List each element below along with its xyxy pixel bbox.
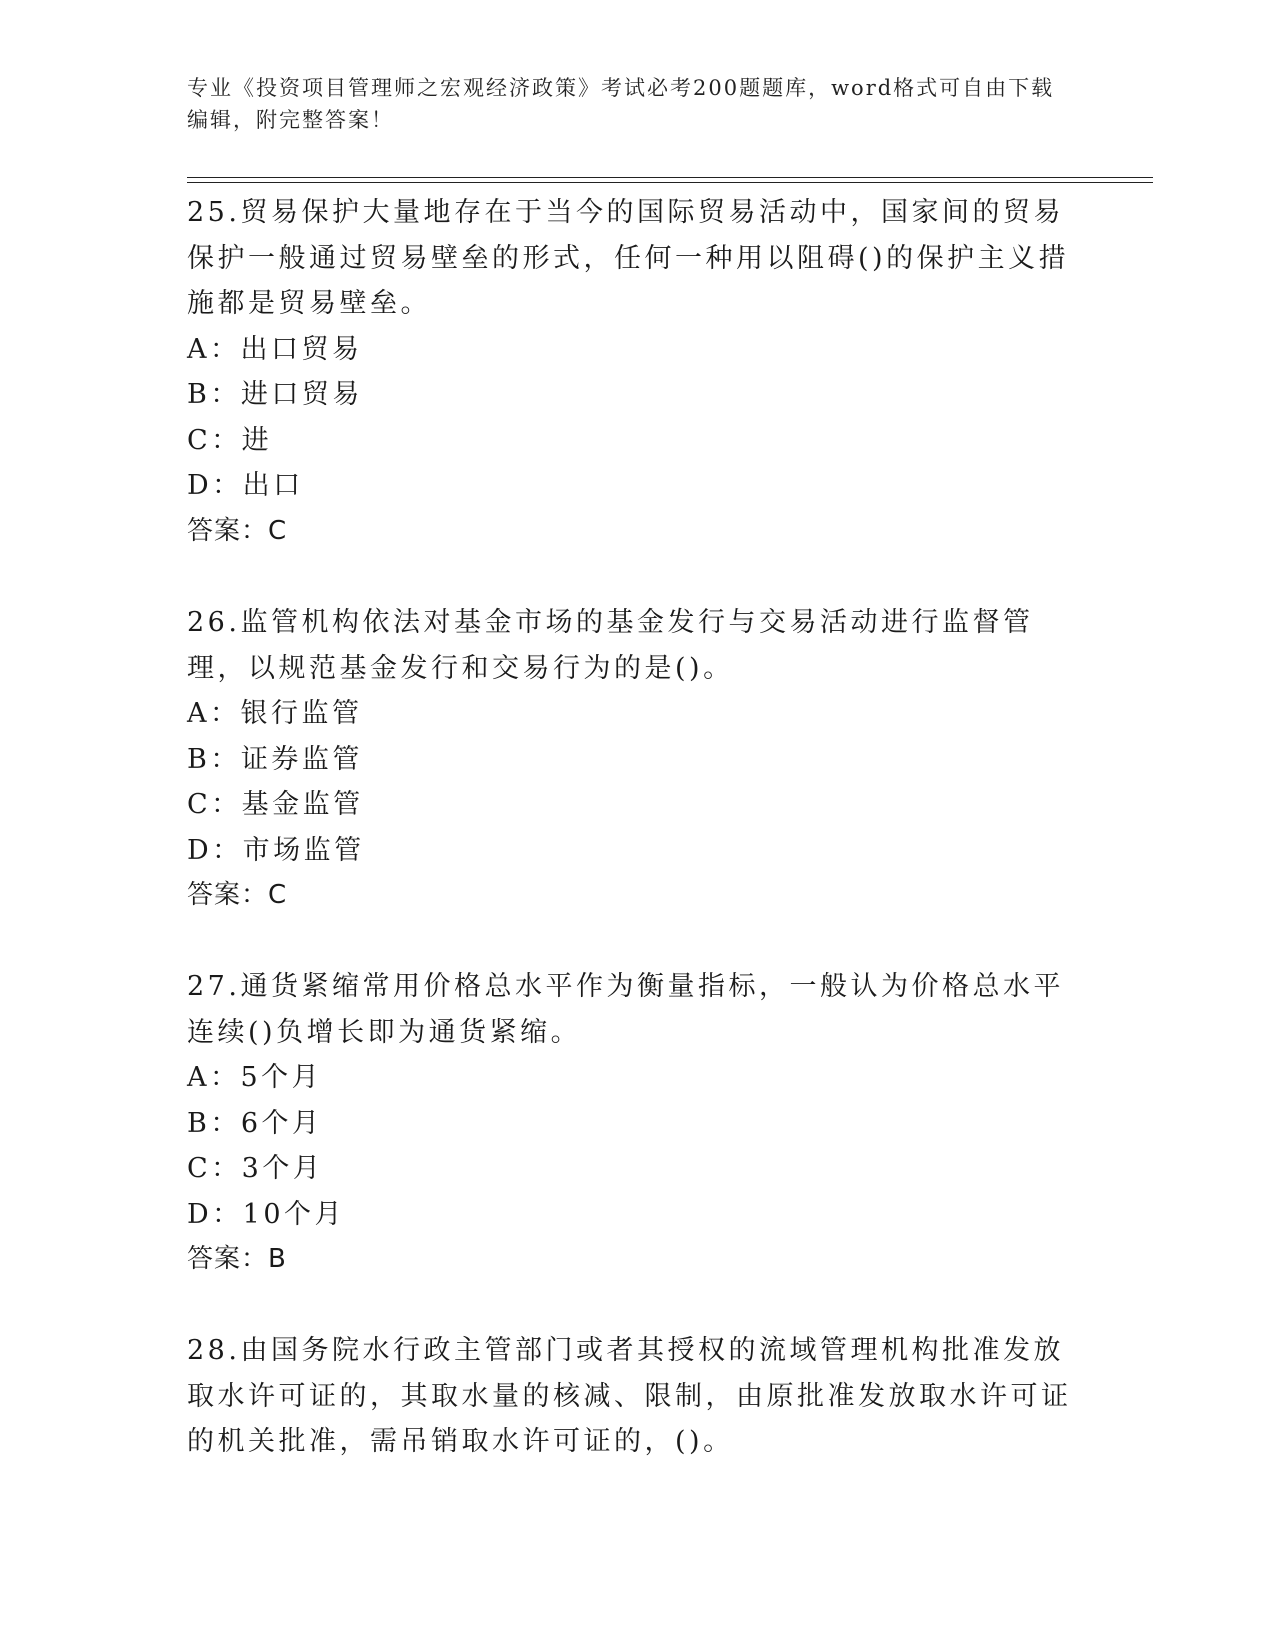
option-a: A：银行监管	[187, 698, 363, 729]
question-stem: 28.由国务院水行政主管部门或者其授权的流域管理机构批准发放取水许可证的，其取水量的核减、限制，由原批准发放取水许可证的机关批准，需吊销取水许可证的，()。	[187, 1335, 1072, 1457]
question-stem: 26.监管机构依法对基金市场的基金发行与交易活动进行监督管理，以规范基金发行和交易行为的是()。	[187, 607, 1034, 684]
question-stem: 27.通货紧缩常用价格总水平作为衡量指标，一般认为价格总水平连续()负增长即为通货紧缩。	[187, 971, 1064, 1048]
option-a: A：出口贸易	[187, 333, 363, 365]
option-d: D：市场监管	[187, 834, 365, 866]
answer-line: 答案：B	[187, 1244, 287, 1274]
option-b: B：6个月	[187, 1107, 323, 1139]
question-26	[187, 600, 1087, 919]
option-a: A：5个月	[187, 1062, 323, 1093]
option-d: D：出口	[187, 470, 304, 501]
document-header	[187, 72, 1067, 136]
question-25	[187, 190, 1087, 554]
option-d: D：10个月	[187, 1198, 346, 1230]
answer-line: 答案：C	[187, 880, 288, 910]
header-divider-top	[187, 177, 1153, 178]
option-c: C：基金监管	[187, 789, 364, 820]
option-c: C：3个月	[187, 1153, 324, 1184]
option-b: B：证券监管	[187, 743, 363, 775]
question-27	[187, 964, 1087, 1283]
option-c: C：进	[187, 424, 273, 456]
question-28	[187, 1328, 1087, 1465]
option-b: B：进口贸易	[187, 379, 363, 410]
question-stem: 25.贸易保护大量地存在于当今的国际贸易活动中，国家间的贸易保护一般通过贸易壁垒的形式，任何一种用以阻碍()的保护主义措施都是贸易壁垒。	[187, 197, 1070, 319]
header-intro-text: 专业《投资项目管理师之宏观经济政策》考试必考200题题库，word格式可自由下载编辑，附完整答案！	[187, 76, 1055, 132]
header-divider-bottom	[187, 182, 1153, 183]
answer-line: 答案：C	[187, 515, 288, 546]
